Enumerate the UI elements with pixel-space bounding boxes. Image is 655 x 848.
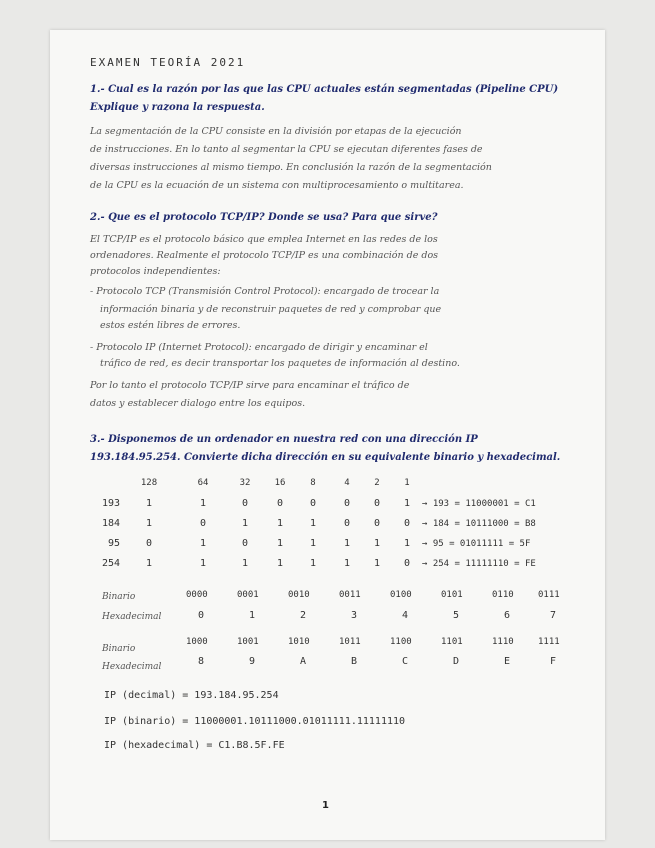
conversion-result: → 193 = 11000001 = C1	[422, 499, 536, 509]
result-ip-decimal: IP (decimal) = 193.184.95.254	[104, 690, 279, 701]
table1-hex-cell: 6	[504, 610, 511, 621]
decimal-octet: 184	[102, 518, 121, 529]
bit-cell: 0	[199, 518, 207, 529]
q2-answer-line-4: - Protocolo TCP (Transmisión Control Protocol): encargado de trocear la	[90, 286, 440, 297]
table1-hex-label: Hexadecimal	[102, 612, 162, 622]
bit-cell: 1	[373, 538, 381, 549]
q1-answer-line-3: diversas instrucciones al mismo tiempo. En conclusión la razón de la segmentación	[90, 162, 492, 173]
bit-cell: 1	[145, 498, 153, 509]
weight-header: 128	[140, 478, 158, 488]
table2-hex-cell: C	[402, 656, 409, 667]
bit-cell: 0	[309, 498, 317, 509]
bit-cell: 1	[145, 558, 153, 569]
table2-hex-cell: 9	[249, 656, 256, 667]
table1-binary-label: Binario	[102, 592, 136, 602]
table2-bin-cell: 1011	[339, 637, 361, 647]
table1-bin-cell: 0010	[288, 590, 310, 600]
table1-bin-cell: 0011	[339, 590, 361, 600]
result-ip-binary: IP (binario) = 11000001.10111000.01011111.11111110	[104, 716, 406, 727]
exam-title: EXAMEN TEORÍA 2021	[90, 56, 246, 69]
weight-header: 32	[239, 478, 251, 488]
table1-hex-cell: 3	[351, 610, 358, 621]
decimal-octet: 95	[108, 538, 121, 549]
table1-hex-cell: 7	[550, 610, 557, 621]
bit-cell: 1	[309, 538, 317, 549]
bit-cell: 0	[276, 498, 284, 509]
table2-bin-cell: 1000	[186, 637, 208, 647]
q1-answer-line-4: de la CPU es la ecuación de un sistema con multiprocesamiento o multitarea.	[90, 180, 464, 191]
bit-cell: 0	[373, 498, 381, 509]
bit-cell: 1	[276, 558, 284, 569]
result-ip-hex: IP (hexadecimal) = C1.B8.5F.FE	[104, 740, 285, 751]
conversion-result: → 95 = 01011111 = 5F	[422, 539, 531, 549]
q2-answer-line-6: estos estén libres de errores.	[100, 320, 241, 331]
table2-hex-cell: E	[504, 656, 511, 667]
weight-header: 1	[404, 478, 410, 488]
table1-bin-cell: 0001	[237, 590, 259, 600]
table2-hex-cell: B	[351, 656, 358, 667]
bit-cell: 1	[199, 498, 207, 509]
conversion-result: → 254 = 11111110 = FE	[422, 559, 536, 569]
table2-hex-cell: D	[453, 656, 460, 667]
q2-answer-line-3: protocolos independientes:	[90, 266, 221, 277]
weight-header: 8	[310, 478, 316, 488]
bit-cell: 1	[309, 558, 317, 569]
q1-answer-line-2: de instrucciones. En lo tanto al segmentar la CPU se ejecutan diferentes fases de	[90, 144, 483, 155]
decimal-octet: 254	[102, 558, 121, 569]
q2-answer-line-8: tráfico de red, es decir transportar los paquetes de información al destino.	[100, 358, 460, 369]
bit-cell: 0	[403, 558, 411, 569]
conversion-result: → 184 = 10111000 = B8	[422, 519, 536, 529]
table1-hex-cell: 5	[453, 610, 460, 621]
q1-answer-line-1: La segmentación de la CPU consiste en la división por etapas de la ejecución	[90, 126, 462, 137]
q2-answer-line-2: ordenadores. Realmente el protocolo TCP/IP es una combinación de dos	[90, 250, 439, 261]
weight-header: 2	[374, 478, 380, 488]
q2-answer-line-7: - Protocolo IP (Internet Protocol): encargado de dirigir y encaminar el	[90, 342, 428, 353]
weight-header: 4	[344, 478, 350, 488]
bit-cell: 1	[276, 538, 284, 549]
table1-hex-cell: 2	[300, 610, 307, 621]
table2-bin-cell: 1111	[538, 637, 560, 647]
bit-cell: 0	[241, 498, 249, 509]
q1-question-line-2: Explique y razona la respuesta.	[90, 102, 265, 113]
table2-hex-cell: A	[300, 656, 307, 667]
table2-bin-cell: 1110	[492, 637, 514, 647]
bit-cell: 1	[373, 558, 381, 569]
q2-answer-line-9: Por lo tanto el protocolo TCP/IP sirve para encaminar el tráfico de	[90, 380, 410, 391]
bit-cell: 1	[241, 558, 249, 569]
q2-answer-line-5: información binaria y de reconstruir paquetes de red y comprobar que	[100, 304, 442, 315]
bit-cell: 1	[241, 518, 249, 529]
bit-cell: 0	[403, 518, 411, 529]
table2-bin-cell: 1010	[288, 637, 310, 647]
table1-bin-cell: 0101	[441, 590, 463, 600]
q2-answer-line-10: datos y establecer dialogo entre los equipos.	[90, 398, 306, 409]
q3-question-line-2: 193.184.95.254. Convierte dicha dirección en su equivalente binario y hexadecimal.	[90, 452, 561, 463]
q3-question-line-1: 3.- Disponemos de un ordenador en nuestra red con una dirección IP	[90, 434, 478, 445]
bit-cell: 0	[241, 538, 249, 549]
table2-hex-cell: F	[550, 656, 557, 667]
table2-bin-cell: 1101	[441, 637, 463, 647]
exam-sheet	[50, 30, 605, 840]
weight-header: 16	[274, 478, 286, 488]
bit-cell: 0	[343, 518, 351, 529]
table2-hex-label: Hexadecimal	[102, 662, 162, 672]
table1-hex-cell: 0	[198, 610, 205, 621]
table1-hex-cell: 1	[249, 610, 256, 621]
bit-cell: 0	[343, 498, 351, 509]
page-number: 1	[322, 800, 329, 811]
decimal-octet: 193	[102, 498, 121, 509]
table1-bin-cell: 0000	[186, 590, 208, 600]
table1-hex-cell: 4	[402, 610, 409, 621]
bit-cell: 1	[309, 518, 317, 529]
bit-cell: 1	[403, 498, 411, 509]
bit-cell: 1	[145, 518, 153, 529]
table2-hex-cell: 8	[198, 656, 205, 667]
bit-cell: 1	[343, 538, 351, 549]
bit-cell: 1	[199, 558, 207, 569]
bit-cell: 1	[276, 518, 284, 529]
q1-question-line-1: 1.- Cual es la razón por las que las CPU actuales están segmentadas (Pipeline CPU)	[90, 84, 559, 95]
q2-question-line-1: 2.- Que es el protocolo TCP/IP? Donde se usa? Para que sirve?	[90, 212, 438, 223]
table1-bin-cell: 0110	[492, 590, 514, 600]
table2-bin-cell: 1100	[390, 637, 412, 647]
table2-bin-cell: 1001	[237, 637, 259, 647]
bit-cell: 0	[145, 538, 153, 549]
table1-bin-cell: 0111	[538, 590, 560, 600]
table1-bin-cell: 0100	[390, 590, 412, 600]
bit-cell: 1	[343, 558, 351, 569]
bit-cell: 0	[373, 518, 381, 529]
bit-cell: 1	[403, 538, 411, 549]
bit-cell: 1	[199, 538, 207, 549]
table2-binary-label: Binario	[102, 644, 136, 654]
weight-header: 64	[197, 478, 209, 488]
q2-answer-line-1: El TCP/IP es el protocolo básico que emplea Internet en las redes de los	[90, 234, 438, 245]
